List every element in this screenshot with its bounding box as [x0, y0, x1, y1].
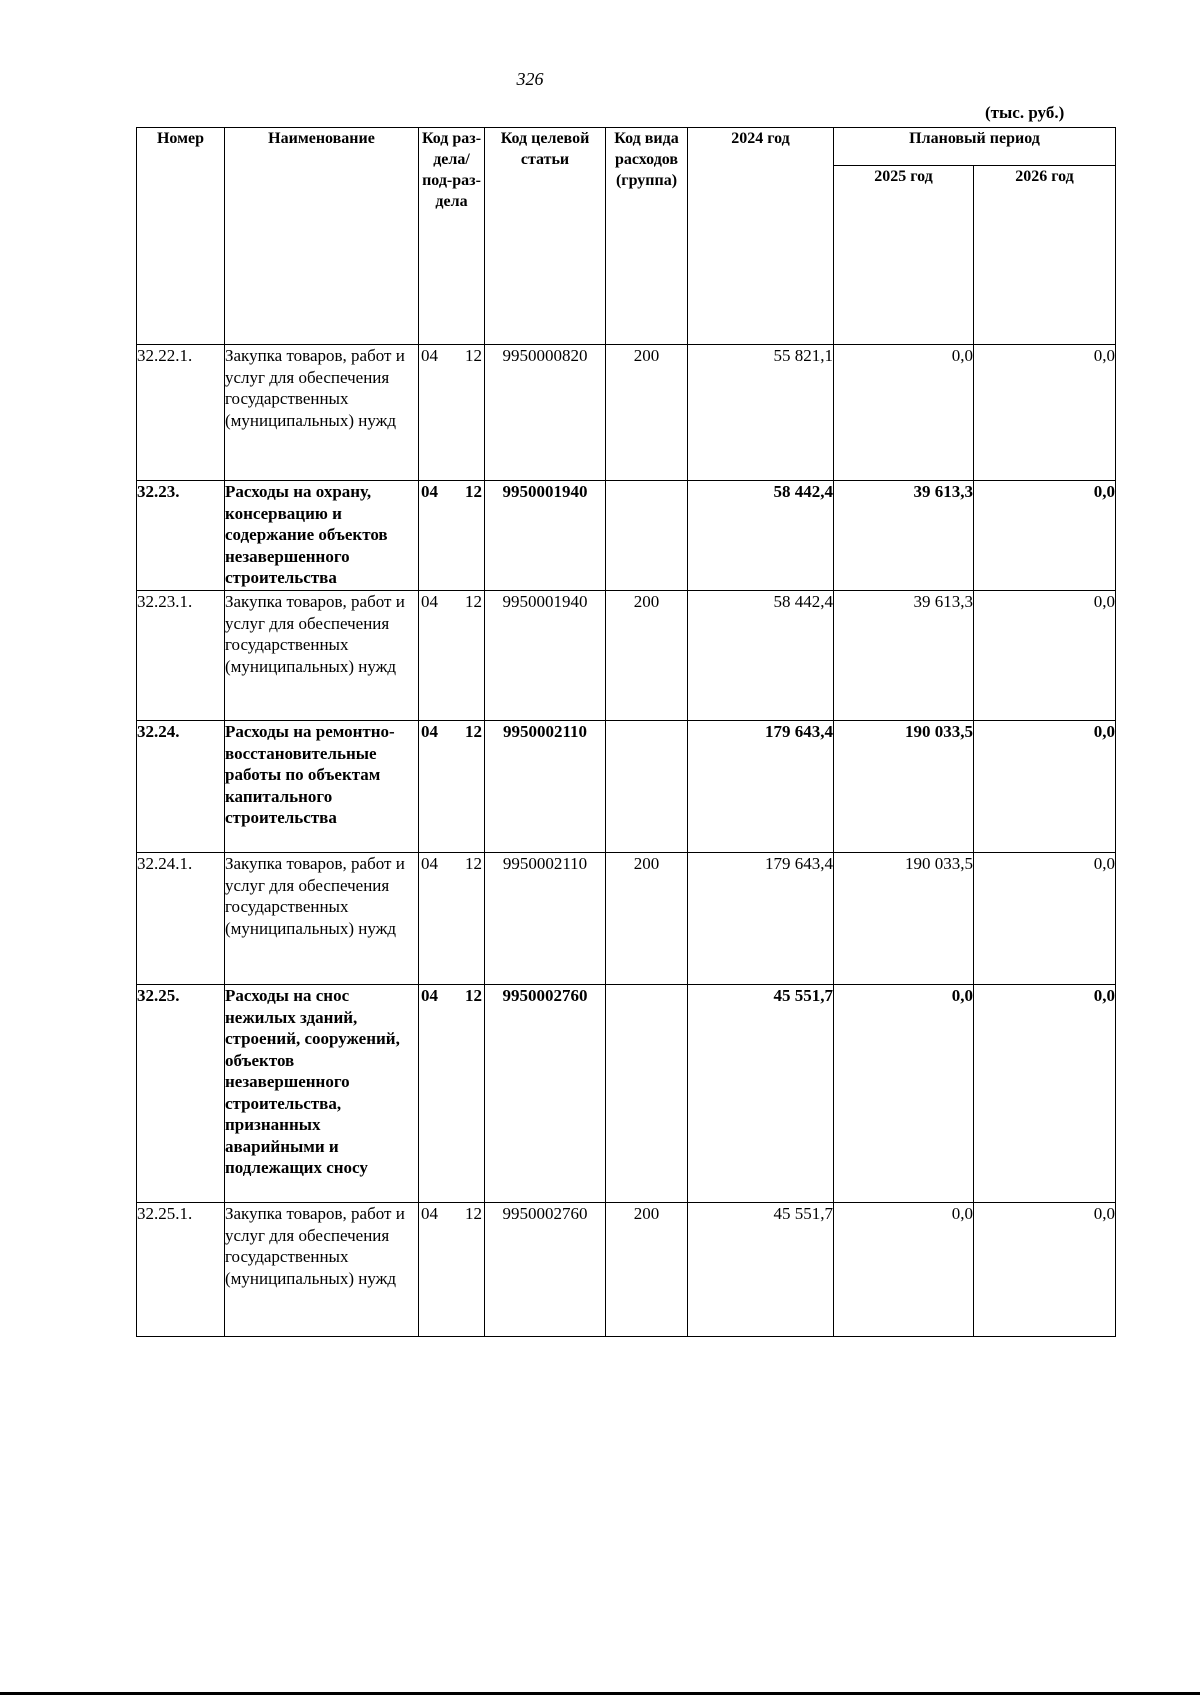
row-section-code [419, 721, 485, 853]
row-target-code: 9950002760 [485, 1203, 606, 1337]
row-section: 04 [421, 854, 438, 873]
page-number: 326 [516, 69, 544, 89]
header-name: Наименование [225, 128, 419, 345]
row-section-code [419, 1203, 485, 1337]
row-number: 32.23. [137, 481, 225, 591]
row-expense-type [606, 721, 688, 853]
row-number: 32.22.1. [137, 345, 225, 481]
row-name: Закупка товаров, работ и услуг для обеспечения государственных (муниципальных) нужд [225, 1203, 419, 1337]
row-value-2026: 0,0 [974, 481, 1116, 591]
row-target-code: 9950001940 [485, 591, 606, 721]
header-row [137, 128, 1116, 166]
row-section: 04 [421, 986, 438, 1005]
row-target-code: 9950002110 [485, 721, 606, 853]
row-name: Расходы на охрану, консервацию и содержание объектов незавершенного строительства [225, 481, 419, 591]
row-section-code [419, 853, 485, 985]
row-name: Закупка товаров, работ и услуг для обеспечения государственных (муниципальных) нужд [225, 591, 419, 721]
row-value-2024: 55 821,1 [688, 345, 834, 481]
table-row [137, 481, 1116, 591]
table-row [137, 1203, 1116, 1337]
table-body [137, 345, 1116, 1337]
row-name: Закупка товаров, работ и услуг для обеспечения государственных (муниципальных) нужд [225, 345, 419, 481]
row-value-2024: 45 551,7 [688, 1203, 834, 1337]
header-year-2025: 2025 год [834, 166, 974, 345]
row-section: 04 [421, 1204, 438, 1223]
row-value-2025: 190 033,5 [834, 721, 974, 853]
row-value-2025: 190 033,5 [834, 853, 974, 985]
row-name: Закупка товаров, работ и услуг для обеспечения государственных (муниципальных) нужд [225, 853, 419, 985]
row-expense-type [606, 985, 688, 1203]
row-value-2026: 0,0 [974, 853, 1116, 985]
row-value-2026: 0,0 [974, 345, 1116, 481]
row-value-2024: 58 442,4 [688, 591, 834, 721]
row-expense-type: 200 [606, 1203, 688, 1337]
row-expense-type [606, 481, 688, 591]
row-value-2025: 0,0 [834, 1203, 974, 1337]
row-number: 32.25. [137, 985, 225, 1203]
row-number: 32.23.1. [137, 591, 225, 721]
table-row [137, 853, 1116, 985]
row-subsection: 12 [465, 722, 482, 741]
row-subsection: 12 [465, 346, 482, 365]
row-value-2025: 39 613,3 [834, 591, 974, 721]
budget-table [136, 127, 1116, 1337]
row-section: 04 [421, 722, 438, 741]
row-name: Расходы на снос нежилых зданий, строений, сооружений, объектов незавершенного строительства, признанных аварийными и подлежащих сносу [225, 985, 419, 1203]
row-value-2025: 39 613,3 [834, 481, 974, 591]
header-expense-type: Код вида расходов (группа) [606, 128, 688, 345]
row-subsection: 12 [465, 986, 482, 1005]
table-row [137, 721, 1116, 853]
row-value-2024: 179 643,4 [688, 721, 834, 853]
row-value-2025: 0,0 [834, 345, 974, 481]
row-subsection: 12 [465, 592, 482, 611]
row-value-2025: 0,0 [834, 985, 974, 1203]
row-target-code: 9950000820 [485, 345, 606, 481]
row-value-2024: 58 442,4 [688, 481, 834, 591]
row-section-code [419, 345, 485, 481]
row-section-code [419, 481, 485, 591]
row-value-2026: 0,0 [974, 985, 1116, 1203]
row-number: 32.24. [137, 721, 225, 853]
row-expense-type: 200 [606, 345, 688, 481]
header-planning-period: Плановый период [834, 128, 1116, 166]
row-value-2024: 45 551,7 [688, 985, 834, 1203]
header-target-code: Код целевой статьи [485, 128, 606, 345]
row-value-2026: 0,0 [974, 721, 1116, 853]
table-row [137, 985, 1116, 1203]
header-year-2026: 2026 год [974, 166, 1116, 345]
table-row [137, 591, 1116, 721]
row-value-2026: 0,0 [974, 591, 1116, 721]
row-number: 32.24.1. [137, 853, 225, 985]
row-section-code [419, 985, 485, 1203]
table-row [137, 345, 1116, 481]
row-target-code: 9950001940 [485, 481, 606, 591]
row-section: 04 [421, 482, 438, 501]
row-value-2026: 0,0 [974, 1203, 1116, 1337]
row-subsection: 12 [465, 854, 482, 873]
row-expense-type: 200 [606, 591, 688, 721]
row-section: 04 [421, 592, 438, 611]
row-subsection: 12 [465, 1204, 482, 1223]
header-number: Номер [137, 128, 225, 345]
row-expense-type: 200 [606, 853, 688, 985]
header-year-2024: 2024 год [688, 128, 834, 345]
row-subsection: 12 [465, 482, 482, 501]
row-section-code [419, 591, 485, 721]
row-section: 04 [421, 346, 438, 365]
row-target-code: 9950002110 [485, 853, 606, 985]
units-label: (тыс. руб.) [985, 103, 1065, 122]
header-section-code: Код раз-дела/ под-раз-дела [419, 128, 485, 345]
row-number: 32.25.1. [137, 1203, 225, 1337]
row-name: Расходы на ремонтно-восстановительные работы по объектам капитального строительства [225, 721, 419, 853]
row-target-code: 9950002760 [485, 985, 606, 1203]
row-value-2024: 179 643,4 [688, 853, 834, 985]
